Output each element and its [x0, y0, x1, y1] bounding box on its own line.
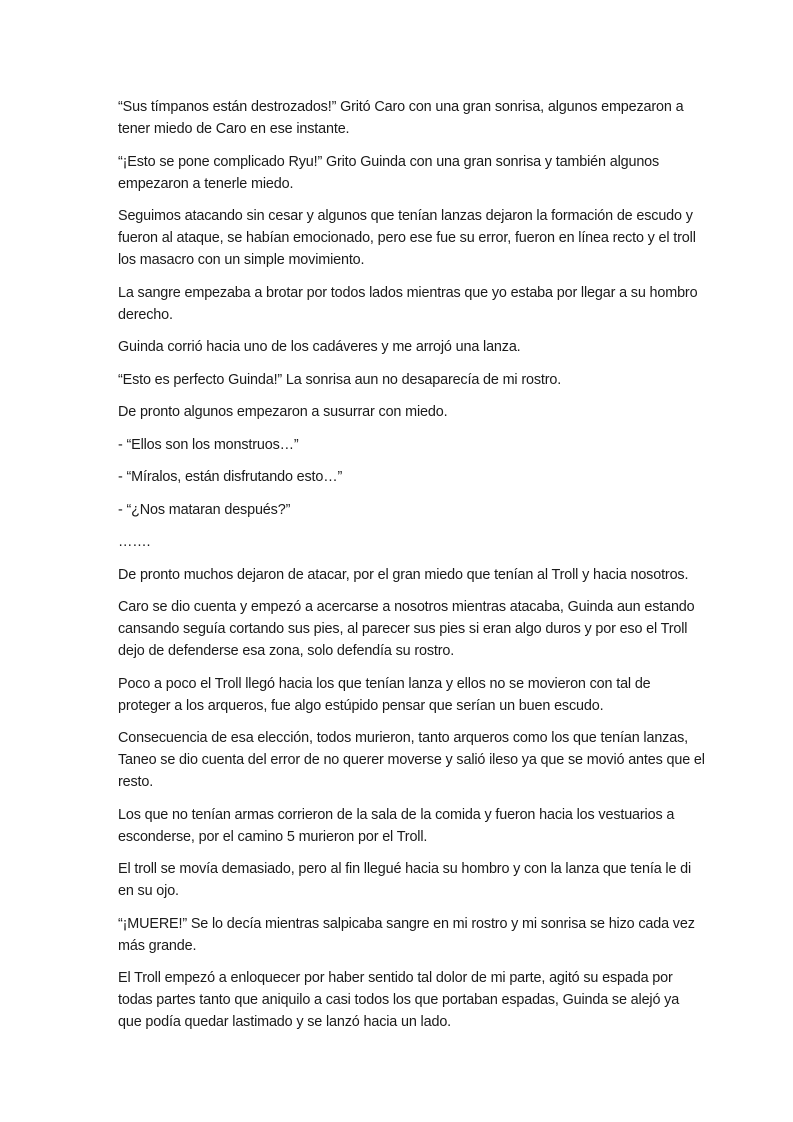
paragraph: “Esto es perfecto Guinda!” La sonrisa aun no desaparecía de mi rostro. [118, 371, 562, 388]
paragraph: “¡MUERE!” Se lo decía mientras salpicaba sangre en mi rostro y mi sonrisa se hizo cada vez más grande. [118, 915, 695, 954]
paragraph: “Sus tímpanos están destrozados!” Gritó Caro con una gran sonrisa, algunos empezaron a tener miedo de Caro en ese instante. [118, 99, 684, 137]
paragraph: Caro se dio cuenta y empezó a acercarse a nosotros mientras atacaba, Guinda aun estando cansando seguía cortando sus pies, al parecer sus pies si eran algo duros y por eso el Troll dejo de defenderse esa zona, solo defendía su rostro. [118, 599, 695, 659]
document-body [118, 96, 706, 1044]
paragraph: De pronto algunos empezaron a susurrar con miedo. [118, 404, 448, 420]
paragraph: Los que no tenían armas corrieron de la sala de la comida y fueron hacia los vestuarios a esconderse, por el camino 5 murieron por el Troll. [118, 806, 675, 845]
paragraph: Consecuencia de esa elección, todos murieron, tanto arqueros como los que tenían lanzas, Taneo se dio cuenta del error de no querer moverse y salió ileso ya que se movió antes que el resto. [118, 730, 705, 790]
paragraph: El troll se movía demasiado, pero al fin llegué hacia su hombro y con la lanza que tenía le di en su ojo. [118, 861, 692, 899]
dialogue-line: - “Ellos son los monstruos…” [118, 436, 299, 453]
dialogue-line: - “Míralos, están disfrutando esto…” [118, 469, 343, 485]
paragraph: El Troll empezó a enloquecer por haber sentido tal dolor de mi parte, agitó su espada por todas partes tanto que aniquilo a casi todos los que portaban espadas, Guinda se alejó ya que podía quedar lastimado y se lanzó hacia un lado. [118, 970, 680, 1030]
paragraph: De pronto muchos dejaron de atacar, por el gran miedo que tenían al Troll y hacia nosotros. [118, 566, 689, 583]
paragraph: Poco a poco el Troll llegó hacia los que tenían lanza y ellos no se movieron con tal de proteger a los arqueros, fue algo estúpido pensar que serían un buen escudo. [118, 675, 651, 714]
paragraph: La sangre empezaba a brotar por todos lados mientras que yo estaba por llegar a su hombro derecho. [118, 284, 698, 323]
paragraph: “¡Esto se pone complicado Ryu!” Grito Guinda con una gran sonrisa y también algunos empezaron a tenerle miedo. [118, 153, 660, 192]
paragraph: Seguimos atacando sin cesar y algunos que tenían lanzas dejaron la formación de escudo y fueron al ataque, se habían emocionado, pero ese fue su error, fueron en línea recto y el troll los masacro con un simple movimiento. [118, 208, 696, 268]
paragraph: Guinda corrió hacia uno de los cadáveres y me arrojó una lanza. [118, 339, 521, 355]
ellipsis-line: ……. [118, 534, 151, 550]
dialogue-line: - “¿Nos mataran después?” [118, 501, 291, 518]
